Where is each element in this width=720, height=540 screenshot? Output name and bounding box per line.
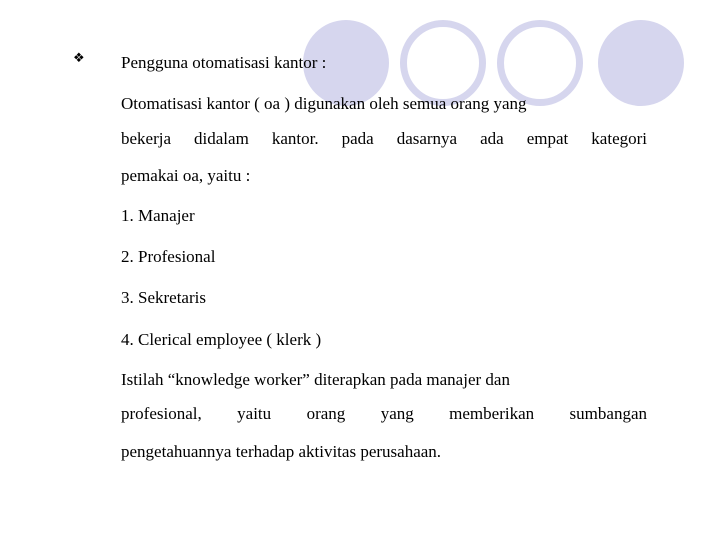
list-item: 3. Sekretaris <box>121 288 206 307</box>
paragraph-line: profesional, yaitu orang yang memberikan sumbangan <box>121 404 647 423</box>
list-item: 4. Clerical employee ( klerk ) <box>121 330 322 349</box>
paragraph-line: Istilah “knowledge worker” diterapkan pada manajer dan <box>121 370 510 389</box>
decorative-circle-filled <box>598 20 684 106</box>
slide-heading: Pengguna otomatisasi kantor : <box>121 53 327 72</box>
paragraph-line: Otomatisasi kantor ( oa ) digunakan oleh semua orang yang <box>121 94 527 113</box>
paragraph-line: pengetahuannya terhadap aktivitas perusahaan. <box>121 442 442 461</box>
diamond-bullet-icon: ❖ <box>73 51 85 66</box>
paragraph-line: bekerja didalam kantor. pada dasarnya ada empat kategori <box>121 129 647 148</box>
paragraph-line: pemakai oa, yaitu : <box>121 166 251 185</box>
list-item: 1. Manajer <box>121 206 195 225</box>
list-item: 2. Profesional <box>121 247 216 266</box>
